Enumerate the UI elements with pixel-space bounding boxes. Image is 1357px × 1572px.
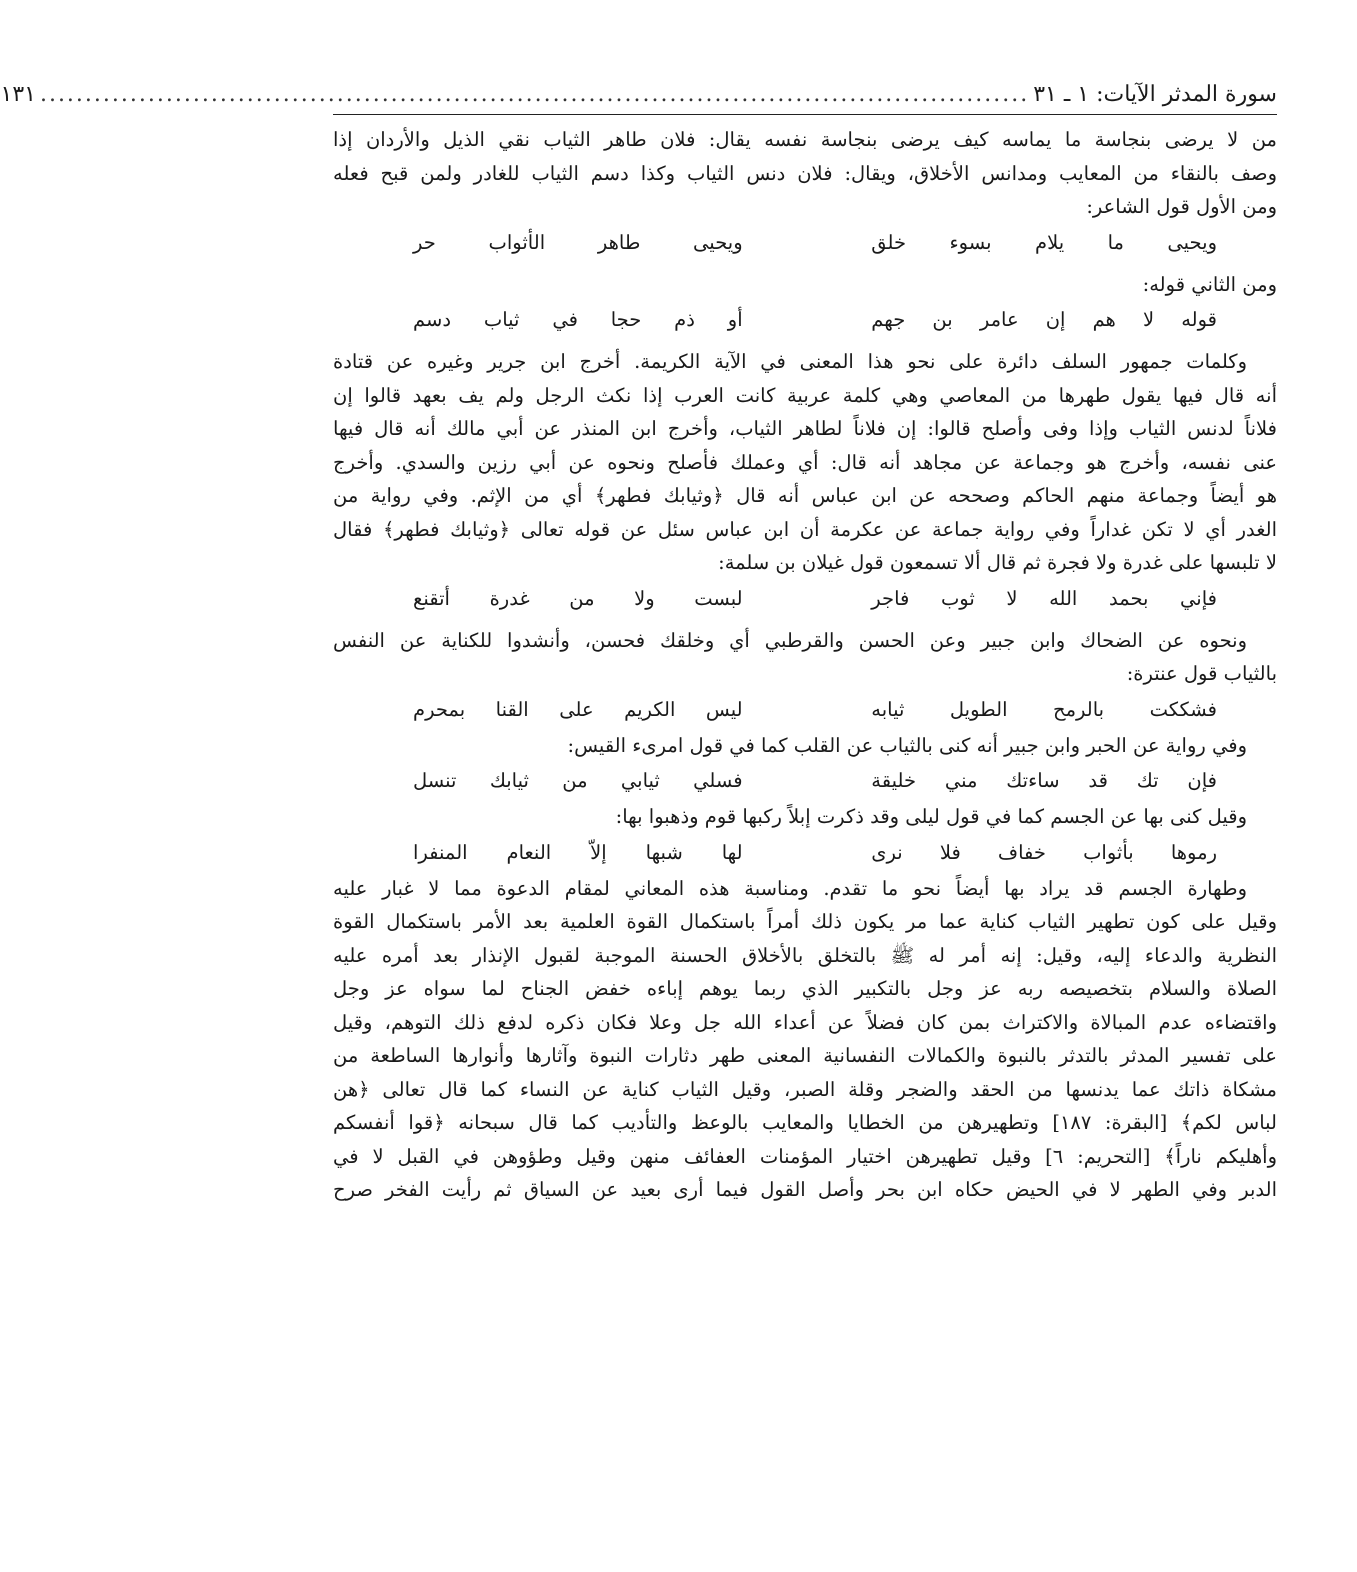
paragraph-line: واقتضاءه عدم المبالاة والاكتراث بمن كان فضلاً عن أعداء الله جل وعلا فكان ذكره لدفع ذلك التوهم، وقيل <box>333 1010 1277 1034</box>
verse-first-hemistich: فإن تك قد ساءتك مني خليقة <box>871 769 1217 792</box>
poetry-verse <box>333 762 1277 800</box>
verse-second-hemistich: لها شبها إلاّ النعام المنفرا <box>413 840 743 864</box>
verse-first-hemistich: فإني بحمد الله لا ثوب فاجر <box>871 586 1217 610</box>
poetry-verse <box>333 834 1277 872</box>
poetry-verse <box>333 580 1277 618</box>
verse-intro: وقيل كنى بها عن الجسم كما في قول ليلى وقد ذكرت إبلاً ركبها قوم وذهبوا بها: <box>615 805 1247 828</box>
poetry-verse <box>333 691 1277 729</box>
verse-second-hemistich: أو ذم حجا في ثياب دسم <box>413 308 743 331</box>
paragraph-line: النظرية والدعاء إليه، وقيل: إنه أمر له ﷺ بالتخلق بالأخلاق الحسنة الموجبة لقبول الإنذار بعد أمره عليه <box>333 943 1277 967</box>
verse-first-hemistich: رموها بأثواب خفاف فلا نرى <box>871 840 1217 864</box>
paragraph-line: وقيل على كون تطهير الثياب كناية عما مر يكون ذلك أمراً باستكمال القوة العلمية بعد الأمر باستكمال القوة <box>333 910 1277 933</box>
verse-second-hemistich: فسلي ثيابي من ثيابك تنسل <box>413 769 743 792</box>
verse-first-hemistich: فشككت بالرمح الطويل ثيابه <box>871 697 1217 721</box>
surah-title: سورة المدثر الآيات: ١ ـ ٣١ <box>1033 82 1277 107</box>
paragraph-line: الصلاة والسلام بتخصيصه ربه عز وجل بالتكبير الذي ربما يوهم إباءه خفض الجناح لما سواه عز وجل <box>333 977 1277 1000</box>
paragraph-line: على تفسير المدثر بالتدثر بالنبوة والكمالات النفسانية المعنى طهر دثارات النبوة وآثارها وأنوارها الساطعة من <box>333 1044 1277 1067</box>
paragraph-line: الغدر أي لا تكن غداراً وفي رواية جماعة عن عكرمة أن ابن عباس سئل عن قوله تعالى ﴿وثيابك فطهر﴾ فقال <box>333 517 1277 541</box>
poetry-verse <box>333 224 1277 262</box>
poetry-verse <box>333 301 1277 339</box>
paragraph-line: مشكاة ذاتك عما يدنسها من الحقد والضجر وقلة الصبر، وقيل الثياب كناية عن النساء كما قال تعالى ﴿هن <box>333 1077 1277 1101</box>
verse-first-hemistich: قوله لا هم إن عامر بن جهم <box>871 308 1217 331</box>
running-header <box>0 78 1277 115</box>
paragraph-line: لباس لكم﴾ [البقرة: ١٨٧] وتطهيرهن من الخطايا والمعايب بالوعظ والتأديب كما قال سبحانه ﴿قوا أنفسكم <box>333 1111 1277 1134</box>
paragraph-line: الدبر وفي الطهر لا في الحيض حكاه ابن بحر وأصل القول فيما أرى بعيد عن السياق ثم رأيت الفخر صرح <box>333 1178 1277 1201</box>
verse-second-hemistich: ويحيى طاهر الأثواب حر <box>413 230 743 254</box>
paragraph-line: بالثياب قول عنترة: <box>1126 662 1277 685</box>
dot-leader: .............................................................................................................. <box>39 82 1030 107</box>
paragraph-line: ونحوه عن الضحاك وابن جبير وعن الحسن والقرطبي أي وخلقك فحسن، وأنشدوا للكناية عن النفس <box>333 628 1247 652</box>
paragraph-line: وصف بالنقاء من المعايب ومدانس الأخلاق، ويقال: فلان دنس الثياب وكذا دسم الثياب للغادر ولمن قبح فعله <box>333 161 1277 185</box>
paragraph-line: عنى نفسه، وأخرج هو وجماعة عن مجاهد أنه قال: أي وعملك فأصلح ونحوه عن أبي رزين والسدي. وأخرج <box>333 450 1277 474</box>
paragraph-line: هو أيضاً وجماعة منهم الحاكم وصححه عن ابن عباس أنه قال ﴿وثيابك فطهر﴾ أي من الإثم. وفي رواية من <box>333 484 1277 507</box>
paragraph-line: أنه قال فيها يقول طهرها من المعاصي وهي كلمة عربية كانت العرب إذا نكث الرجل ولم يف بعهد قالوا إن <box>333 383 1277 407</box>
verse-intro: وفي رواية عن الحبر وابن جبير أنه كنى بالثياب عن القلب كما في قول امرىء القيس: <box>567 733 1247 757</box>
verse-second-hemistich: لبست ولا من غدرة أتقنع <box>413 586 743 610</box>
paragraph-line: وطهارة الجسم قد يراد بها أيضاً نحو ما تقدم. ومناسبة هذه المعاني لمقام الدعوة مما لا غبار عليه <box>333 876 1247 900</box>
paragraph-line: من لا يرضى بنجاسة ما يماسه كيف يرضى بنجاسة نفسه يقال: فلان طاهر الثياب نقي الذيل والأردان إذا <box>333 128 1277 151</box>
verse-intro: ومن الثاني قوله: <box>1142 272 1277 296</box>
paragraph-line: لا تلبسها على غدرة ولا فجرة ثم قال ألا تسمعون قول غيلان بن سلمة: <box>718 551 1277 574</box>
paragraph-line: ومن الأول قول الشاعر: <box>1086 195 1277 218</box>
verse-first-hemistich: ويحيى ما يلام بسوء خلق <box>871 230 1217 254</box>
paragraph-line: وكلمات جمهور السلف دائرة على نحو هذا المعنى في الآية الكريمة. أخرج ابن جرير وغيره عن قتادة <box>333 350 1247 373</box>
page-number: ١٣١ <box>0 82 36 107</box>
verse-second-hemistich: ليس الكريم على القنا بمحرم <box>413 697 743 721</box>
paragraph-line: فلاناً لدنس الثياب وإذا وفى وأصلح قالوا: إن فلاناً لطاهر الثياب، وأخرج ابن المنذر عن أبي مالك أنه قال فيها <box>333 417 1277 440</box>
paragraph-line: وأهليكم ناراً﴾ [التحريم: ٦] وقيل تطهيرهن اختيار المؤمنات العفائف منهن وقيل وطؤوهن في القبل لا في <box>333 1144 1277 1168</box>
